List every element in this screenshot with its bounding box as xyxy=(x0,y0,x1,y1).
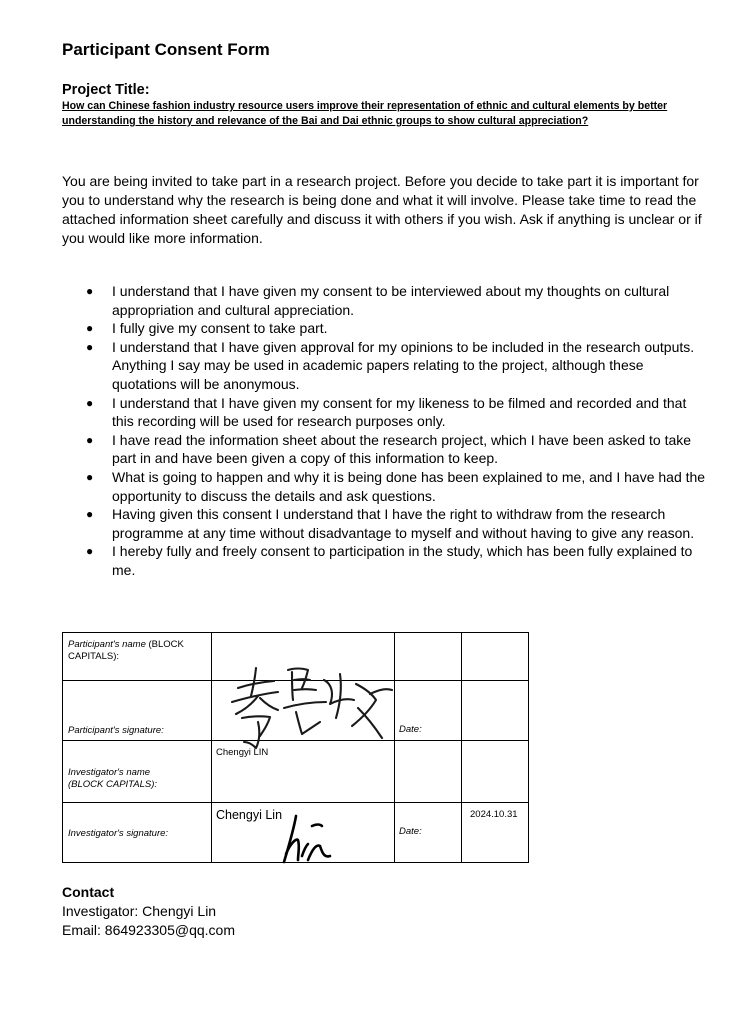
blank-cell xyxy=(462,633,529,681)
participant-date-cell xyxy=(395,681,462,741)
consent-item xyxy=(62,468,707,505)
consent-item-text: I understand that I have given my consent for my likeness to be filmed and recorded and that this recording will be used for research purposes only. xyxy=(112,394,687,430)
document-title: Participant Consent Form xyxy=(62,40,270,59)
participant-name-label-cell xyxy=(63,633,212,681)
investigator-date-label: Date: xyxy=(399,826,422,837)
intro-paragraph: You are being invited to take part in a research project. Before you decide to take part it is important for you to understand why the research is being done and what it will involve. Please take time to read the attached information sheet carefully and discuss it with others if you wish. Ask if anything is unclear or if you would like more information. xyxy=(62,173,702,246)
contact-heading: Contact xyxy=(62,884,115,900)
investigator-signature-label-cell xyxy=(63,803,212,863)
bullet-icon: ● xyxy=(86,339,94,354)
bullet-icon: ● xyxy=(86,432,94,447)
consent-statement-list xyxy=(62,282,707,580)
contact-email: Email: 864923305@qq.com xyxy=(62,922,235,938)
blank-cell xyxy=(395,633,462,681)
consent-item xyxy=(62,282,707,319)
consent-item-text: What is going to happen and why it is being done has been explained to me, and I have had the opportunity to discuss the details and ask questions. xyxy=(112,468,706,504)
participant-name-label: Participant's name (BLOCK CAPITALS): xyxy=(68,639,184,662)
investigator-name-label-cell xyxy=(63,741,212,803)
consent-item xyxy=(62,542,707,579)
bullet-icon: ● xyxy=(86,321,94,336)
bullet-icon: ● xyxy=(86,284,94,298)
contact-investigator: Investigator: Chengyi Lin xyxy=(62,903,217,919)
consent-item-text: I understand that I have given my consent to be interviewed about my thoughts on cultural appropriation and cultural appreciation. xyxy=(112,283,670,318)
investigator-signature-label: Investigator's signature: xyxy=(68,828,169,839)
participant-date-label: Date: xyxy=(399,724,422,735)
consent-item-text: Having given this consent I understand that I have the right to withdraw from the research programme at any time without disadvantage to myself and without having to give any reason. xyxy=(112,506,695,541)
bullet-icon: ● xyxy=(86,507,94,522)
investigator-name-label: Investigator's name (BLOCK CAPITALS): xyxy=(68,767,158,790)
bullet-icon: ● xyxy=(86,544,94,559)
consent-item xyxy=(62,394,707,431)
consent-item-text: I fully give my consent to take part. xyxy=(112,320,328,337)
consent-item xyxy=(62,319,707,338)
consent-item-text: I understand that I have given approval for my opinions to be included in the research outputs. Anything I say may be used in academic papers relating to the project, although these quotations will be anonymous. xyxy=(112,338,695,392)
participant-signature-image xyxy=(222,660,397,752)
investigator-typed-name: Chengyi Lin xyxy=(216,808,283,822)
consent-item xyxy=(62,431,707,468)
investigator-date-label-cell xyxy=(395,803,462,863)
participant-signature-label: Participant's signature: xyxy=(68,725,164,736)
participant-signature-label-cell xyxy=(63,681,212,741)
blank-cell xyxy=(395,741,462,803)
consent-item-text: I hereby fully and freely consent to participation in the study, which has been fully explained to me. xyxy=(112,543,693,578)
blank-cell xyxy=(462,741,529,803)
bullet-icon: ● xyxy=(86,469,94,484)
project-title-label: Project Title: xyxy=(62,82,150,98)
consent-item xyxy=(62,338,707,394)
blank-cell xyxy=(462,681,529,741)
project-title-text: How can Chinese fashion industry resource users improve their representation of ethnic and cultural elements by better understanding the history and relevance of the Bai and Dai ethnic groups to show cultural appreciation? xyxy=(62,100,668,127)
consent-item-text: I have read the information sheet about the research project, which I have been asked to take part in and have been given a copy of this information to keep. xyxy=(112,431,692,467)
investigator-signature-image xyxy=(272,810,340,868)
consent-item xyxy=(62,505,707,542)
investigator-date-value: 2024.10.31 xyxy=(470,809,518,820)
bullet-icon: ● xyxy=(86,395,94,410)
investigator-name-value: Chengyi LIN xyxy=(216,747,269,758)
investigator-date-value-cell xyxy=(462,803,529,863)
